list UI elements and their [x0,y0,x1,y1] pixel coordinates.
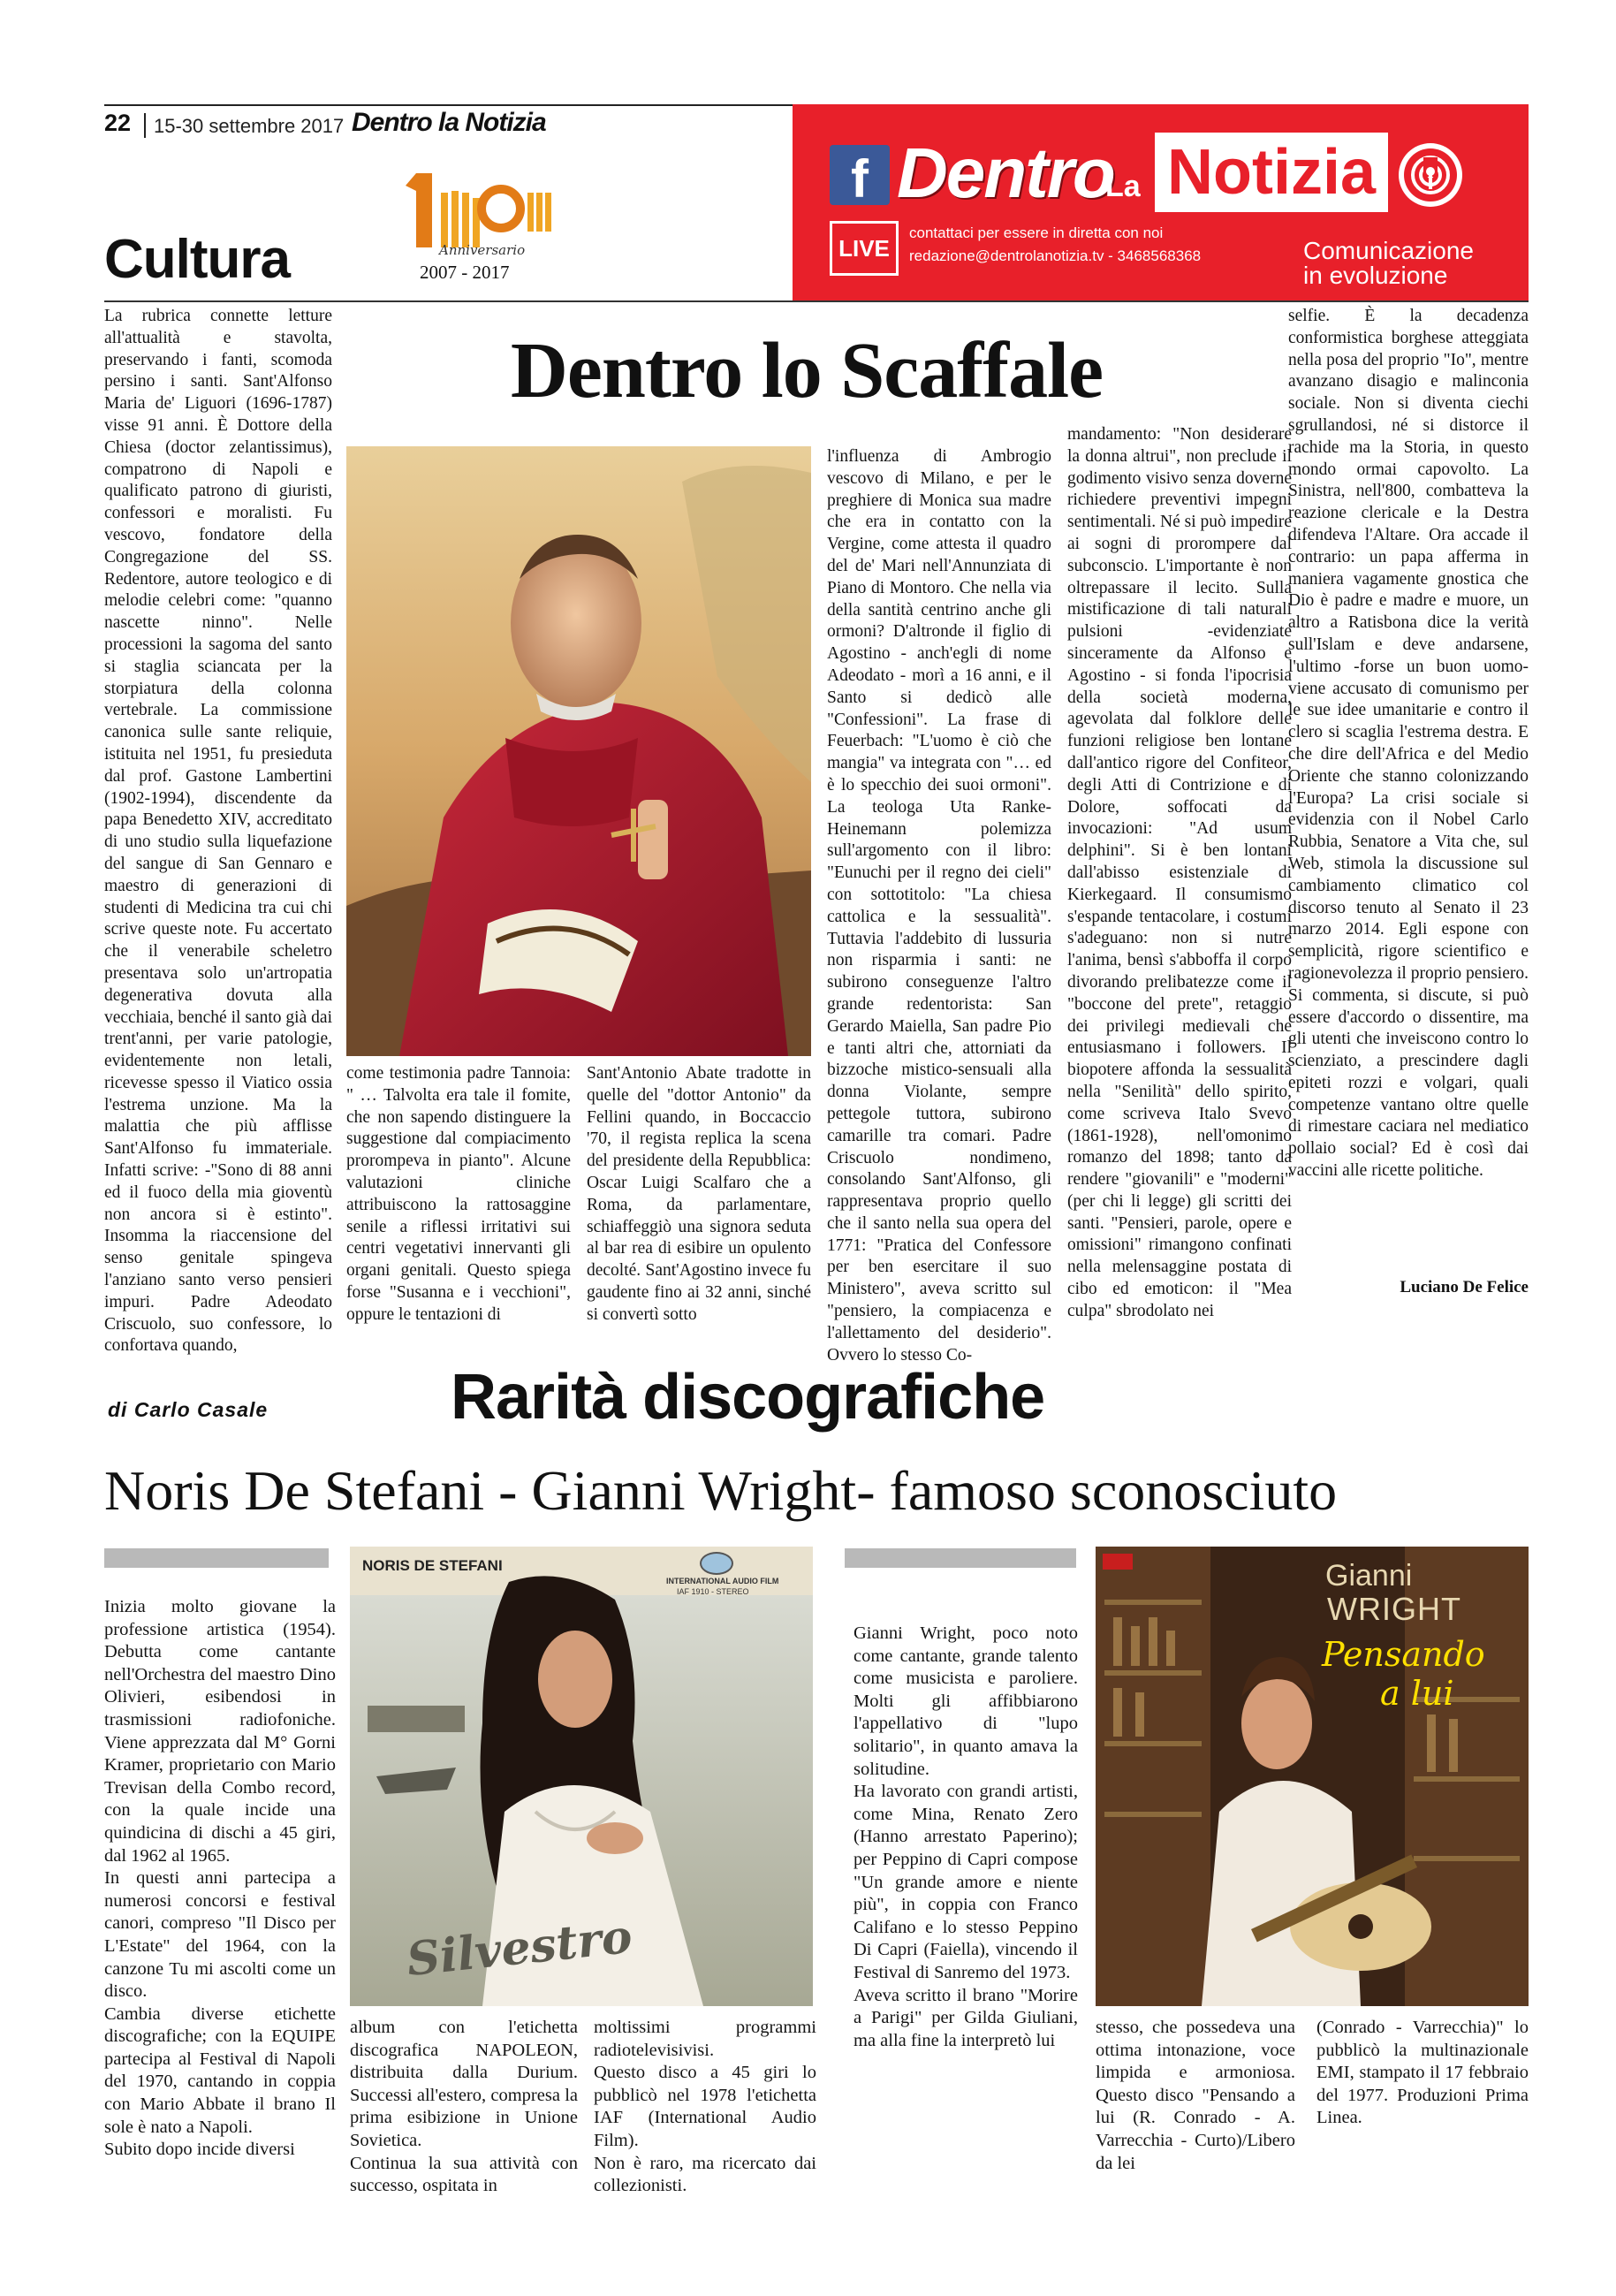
brand-la: La [1105,170,1141,203]
header-separator [144,113,146,138]
wright-cover-image [1096,1547,1529,2006]
tagline-2: in evoluzione [1303,262,1448,289]
paper-name: Dentro la Notizia [352,108,546,137]
article1-author: Luciano De Felice [1400,1278,1529,1296]
wright-artist-first: Gianni [1325,1559,1413,1593]
article2-column-1: Inizia molto giovane la professione artistica (1954). Debutta come cantante nell'Orchestra del maestro Dino Olivieri, esibendosi in trasmissioni radiofoniche. Viene apprezzata dal M° Gorni Kramer, proprietario con Mario Trevisan della Combo record, con la quale incide una quindicina di dischi a 45 giri, dal 1962 al 1965. In questi anni partecipa a numerosi concorsi e festival canori, compreso "Il Disco per L'Estate" del 1964, con la canzone Tu mi ascolti come un disco. Cambia diverse etichette discografiche; con la EQUIPE partecipa al Festival di Napoli del 1970, cantando in coppia con Mario Abbate il brano Il sole è nato a Napoli. Subito dopo incide diversi [104,1597,336,2160]
article1-column-6: selfie. È la decadenza conformistica borghese atteggiata nella posa del proprio "Io", mentre avanzano disagio e malinconia sociale. Non si diventa ciechi sgrullandosi, né si distorce il rachide ma la Storia, in questo mondo ormai capovolto. La Sinistra, nell'800, combatteva la reazione clericale e la Destra difendeva l'Altare. Ora accade il contrario: un papa afferma in maniera vagamente gnostica che Dio è padre e madre e muore, un altro a Ratisbona dice la verità sull'Islam e deve andarsene, l'ultimo -forse un buon uomo- viene accusato di comunismo per le sue idee umanitarie e contro il clero si scaglia l'estrema destra. E che dire dell'Africa e del Medio Oriente che stanno colonizzando l'Europa? La crisi sociale si evidenzia con il Nobel Carlo Rubbia, Senatore a Vita che, sul Web, stimola la discussione sul cambiamento climatico col discorso tenuto al Senato il 23 marzo 2014. Egli espone con semplicità, rigore scientifico e ragionevolezza il proprio pensiero. Si commenta, si discute, si può essere d'accordo o dissentire, ma gli utenti che inveiscono contro lo scienziato, a prescindere dagli epiteti rozzi e volgari, quali competenze vantano oltre quelle di rimestare caciara nel mediatico pollaio social? Ed è così dai vaccini alle ricette politiche. [1288,307,1529,1181]
wright-song-line2: a lui [1380,1674,1454,1713]
wright-song-line1: Pensando [1322,1635,1485,1674]
article2-title: Rarità discografiche [451,1362,1045,1433]
article2-column-2: album con l'etichetta discografica NAPOLEON, distribuita dalla Durium. Successi all'estero, compresa la prima esibizione in Unione Sovietica. Continua la sua attività con successo, ospitata in [350,2018,578,2196]
banner [793,104,1529,300]
anniversary-logo [402,166,561,299]
article2-column-5: stesso, che possedeva una ottima intonazione, voce limpida e armoniosa. Questo disco "Pensando a lui (R. Conrado - A. Varrecchia - Curto)/Libero da lei [1096,2018,1295,2173]
issue-date: 15-30 settembre 2017 [154,115,345,137]
tagline-1: Comunicazione [1303,237,1474,264]
decor-bar-2 [845,1548,1076,1568]
facebook-icon[interactable]: f [830,145,890,205]
contact-line1: contattaci per essere in diretta con noi [909,224,1164,241]
anniversary-emblem-icon [402,166,561,255]
article2-column-6: (Conrado - Varrecchia)" lo pubblicò la multinazionale EMI, stampato il 17 febbraio del 1977. Produzioni Prima Linea. [1316,2018,1529,2128]
article2-byline: di Carlo Casale [108,1398,269,1421]
article1-column-3: Sant'Antonio Abate tradotte in quelle del "dottor Antonio" da Fellini quando, in Boccaccio '70, il regista replica la scena del presidente della Repubblica: Oscar Luigi Scalfaro che a Roma, da parlamentare, schiaffeggiò una signora seduta al bar rea di esibire un opulento decolté. Sant'Agostino invece fu gaudente fino ai 32 anni, sinché si convertì sotto [587,1064,811,1324]
article1-column-5: mandamento: "Non desiderare la donna altrui", non preclude il godimento visivo senza doverne richiedere preventivi impegni sentimentali. Né si può impedire ai sogni di prorompere dal subconscio. L'importante è non oltrepassare il lecito. Sulla mistificazione di tali naturali pulsioni -evidenziate sinceramente da Alfonso e Agostino - si fonda l'ipocrisia della società moderna, agevolata dal folklore delle funzioni religiose ben lontane dall'antico rigore del Confiteor, degli Atti di Contrizione e di Dolore, soffocati da invocazioni: "Ad usum delphini". Si è ben lontani dall'abisso esistenziale di Kierkegaard. Il consumismo s'espande tentacolare, i costumi s'adeguano: non si nutre l'anima, bensì s'abboffa il corpo divorando prelibatezze come il "boccone del prete", retaggio dei privilegi medievali che entusiasmano i followers. Il biopotere affonda la sessualità nella "Senilità" dello spirito, come scriveva Italo Svevo (1861-1928), nell'omonimo romanzo del 1898; tanto da rendere "giovanili" e "moderni" (per chi li legge) gli scritti dei santi. "Pensieri, parole, opere e omissioni" rimangono confinati nella melensaggine postata di cibo ed emoticon: il "Mea culpa" sbrodolato nei [1067,425,1292,1320]
noris-artist-label: NORIS DE STEFANI [362,1557,503,1574]
article2-column-3: moltissimi programmi radiotelevisivisi. Questo disco a 45 giri lo pubblicò nel 1978 l'etichetta IAF (International Audio Film). Non è raro, ma ricercato dai collezionisti. [594,2018,816,2196]
decor-bar-1 [104,1548,329,1568]
article1-column-4: l'influenza di Ambrogio vescovo di Milano, e per le preghiere di Monica sua madre che era in contatto con la Vergine, come attesta il quadro del de' Mari nell'Annunziata di Piano di Montoro. Che nella via della santità centrino anche gli ormoni? D'altronde il figlio di Agostino - anch'egli di nome Adeodato - morì a 16 anni, e il Santo si dedicò alle "Confessioni". La frase di Feuerbach: "L'uomo è ciò che mangia" va integrata con "… ed è lo specchio dei suoi ormoni". La teologa Uta Ranke-Heinemann polemizza sull'argomento con il libro: "Eunuchi per il regno dei cieli" con sottotitolo: "La chiesa cattolica e la sessualità". Tuttavia l'addebito di lussuria non risparmia i santi: ne subirono conseguenze l'altro grande redentorista: San Gerardo Maiella, San padre Pio e tanti altri che, attorniati da bizzoche mistico-sensuali alla donna Violante, sempre pettegole tuttora, subirono camarille tra comari. Padre Criscuolo nondimeno, consolando Sant'Alfonso, gli rappresentava proprio quello che il santo nella sua opera del 1771: "Pratica del Confessore per ben esercitare il suo Ministero", aveva scritto sul "pensiero, la compiacenza e l'allettamento del desiderio". Ovvero lo stesso Co- [827,447,1051,1365]
saint-painting [346,446,811,1056]
emi-logo-icon [1103,1554,1133,1570]
saint-portrait-image [346,446,811,1056]
brand-notizia: Notizia [1155,133,1388,212]
live-badge[interactable]: LIVE [830,221,899,276]
noris-catalog: IAF 1910 - STEREO [677,1587,749,1596]
header-top-rule [104,104,813,106]
iaf-logo-icon [700,1552,733,1575]
page-number: 22 [104,110,132,136]
article2-column-4: Gianni Wright, poco noto come cantante, grande talento come musicista e paroliere. Molti gli affibbiarono l'appellativo di "lupo solitario", in quanto amava la solitudine. Ha lavorato con grandi artisti, come Mina, Renato Zero (Hanno arrestato Paperino); per Peppino di Capri compose "Un grande amore e niente più", in coppia con Franco Califano e lo stesso Peppino Di Capri (Faiella), vincendo il Festival di Sanremo del 1973. Aveva scritto il brano "Morire a Parigi" per Gilda Giuliani, ma alla fine la interpretò lui [854,1623,1078,2050]
anniversary-label: Anniversario [439,242,526,258]
article2-subtitle: Noris De Stefani - Gianni Wright- famoso sconosciuto [104,1459,1338,1522]
record-cover-noris [350,1547,813,2006]
wright-artist-last: WRIGHT [1327,1591,1461,1627]
brand-dentro: Dentro [897,133,1114,212]
article1-title: Dentro lo Scaffale [510,327,1104,414]
noris-label-name: INTERNATIONAL AUDIO FILM [666,1577,779,1585]
contact-line2[interactable]: redazione@dentrolanotizia.tv - 3468568368 [909,247,1202,264]
noris-song-title: Silvestro [404,1909,635,1988]
section-rule [104,300,1529,302]
broadcast-icon [1395,140,1466,210]
article1-column-1: La rubrica connette letture all'attualità e stavolta, preservando i fanti, scomoda persino i santi. Sant'Alfonso Maria de' Liguori (1696-1787) visse 91 anni. È Dottore della Chiesa (doctor zelantissimus), compatrono di Napoli e qualificato patrono di giuristi, confessori e moralisti. Fu vescovo, fondatore della Congregazione del SS. Redentore, autore teologico e di melodie celebri come: "quanno nascette ninno". Nelle processioni la sagoma del santo si staglia sciancata per la storpiatura della colonna vertebrale. La commissione canonica sulle sante reliquie, istituita nel 1951, fu presieduta dal prof. Gastone Lambertini (1902-1994), discendente da papa Benedetto XIV, accreditato di uno studio sulla liquefazione del sangue di San Gennaro e maestro di generazioni di studenti di Medicina tra cui chi scrive queste note. Fu accertato che il venerabile scheletro presentava solo un'artropatia degenerativa dovuta alla vecchiaia, benché il santo già dai trent'anni, per varie patologie, evidentemente non letali, ricevesse spesso il Viatico ossia l'estrema unzione. Ma la malattia che più afflisse Sant'Alfonso fu immateriale. Infatti scrive: -"Sono di 88 anni ed il fuoco della mia gioventù non ancora si è estinto". Insomma la riaccensione del senso genitale spingeva l'anziano santo verso pensieri impuri. Padre Adeodato Criscuolo, suo confessore, lo confortava quando, [104,307,332,1356]
record-cover-wright [1096,1547,1529,2006]
section-title: Cultura [104,229,290,290]
article1-column-2: come testimonia padre Tannoia: " … Talvolta era tale il fomite, che non sapendo distinguere la suggestione dal compiacimento prorompeva in pianto". Alcune valutazioni cliniche attribuiscono la rattosaggine senile a riflessi irritativi sui centri vegetativi innervanti gli organi genitali. Questo spiega forse "Susanna e i vecchioni", oppure le tentazioni di [346,1064,571,1324]
anniversary-years: 2007 - 2017 [420,262,510,283]
